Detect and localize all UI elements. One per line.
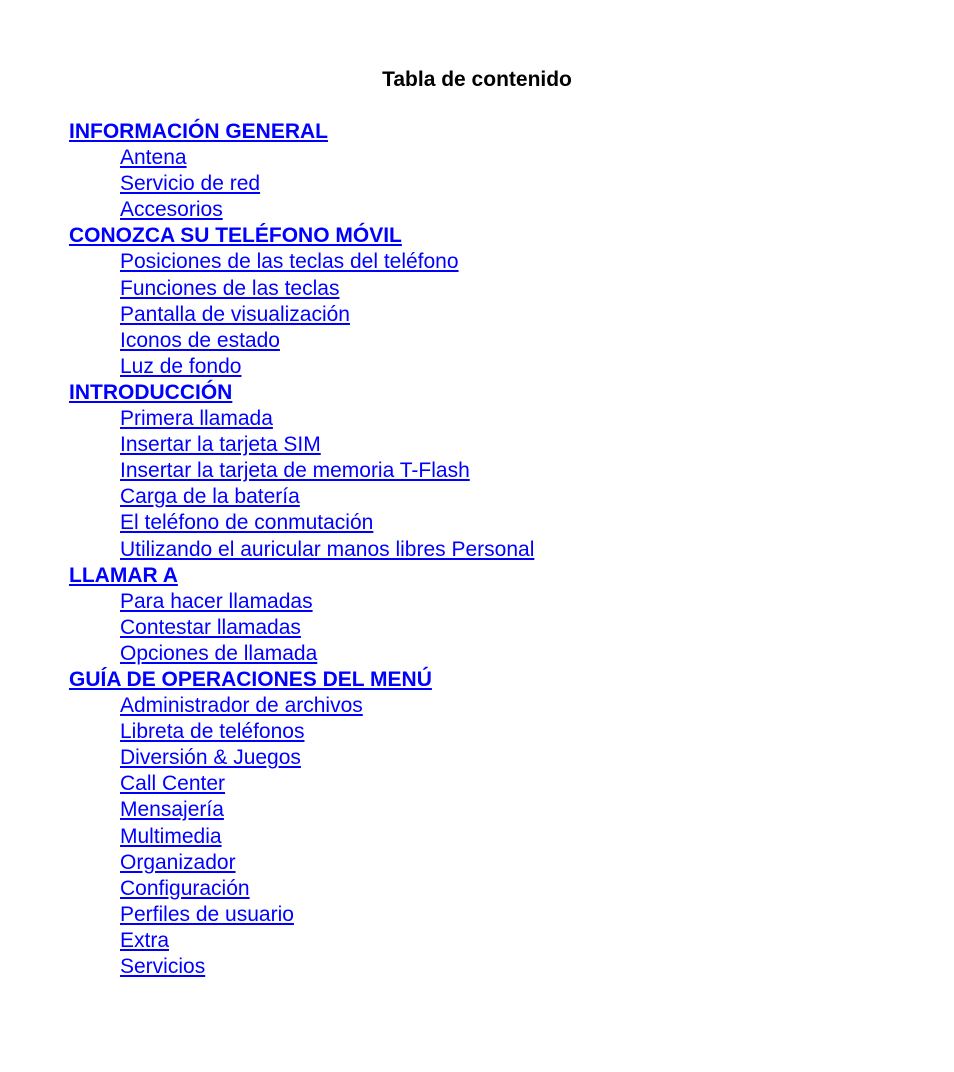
list-item	[120, 432, 929, 458]
toc-link-administrador-archivos[interactable]: Administrador de archivos	[120, 694, 363, 718]
list-item	[120, 354, 929, 380]
toc-sublist	[69, 693, 929, 980]
toc-link-accesorios[interactable]: Accesorios	[120, 198, 223, 222]
toc-section-informacion-general	[69, 119, 929, 223]
toc-link-antena[interactable]: Antena	[120, 146, 187, 170]
toc-title: Tabla de contenido	[382, 68, 572, 91]
list-item	[120, 719, 929, 745]
toc-link-servicios[interactable]: Servicios	[120, 955, 206, 978]
toc-section-conozca	[69, 223, 929, 380]
list-item	[120, 902, 929, 928]
list-item	[120, 249, 929, 275]
toc-section-guia-menu	[69, 667, 929, 980]
toc-link-multimedia[interactable]: Multimedia	[120, 824, 222, 848]
list-item	[120, 797, 929, 823]
toc-link-primera-llamada[interactable]: Primera llamada	[120, 407, 273, 431]
toc-link-diversion-juegos[interactable]: Diversión & Juegos	[120, 746, 301, 770]
toc-sublist	[69, 249, 929, 379]
toc-link-guia-operaciones[interactable]: GUÍA DE OPERACIONES DEL MENÚ	[69, 667, 432, 691]
list-item	[120, 484, 929, 510]
toc-link-informacion-general[interactable]: INFORMACIÓN GENERAL	[69, 120, 328, 143]
list-item	[120, 771, 929, 797]
toc-link-llamar-a[interactable]: LLAMAR A	[69, 563, 178, 587]
list-item	[120, 171, 929, 197]
toc-sublist	[69, 589, 929, 667]
toc-link-hacer-llamadas[interactable]: Para hacer llamadas	[120, 589, 313, 613]
list-item	[120, 641, 929, 667]
toc-link-servicio-de-red[interactable]: Servicio de red	[120, 172, 261, 196]
toc-link-carga-bateria[interactable]: Carga de la batería	[120, 485, 300, 509]
toc-sublist	[69, 406, 929, 563]
toc-link-conozca-su-telefono[interactable]: CONOZCA SU TELÉFONO MÓVIL	[69, 224, 402, 248]
list-item	[120, 954, 929, 980]
toc-link-configuracion[interactable]: Configuración	[120, 876, 250, 900]
list-item	[120, 276, 929, 302]
list-item	[120, 328, 929, 354]
toc-link-iconos-estado[interactable]: Iconos de estado	[120, 328, 280, 352]
list-item	[120, 510, 929, 536]
list-item	[120, 693, 929, 719]
toc-link-posiciones-teclas[interactable]: Posiciones de las teclas del teléfono	[120, 250, 459, 274]
toc-sublist	[69, 145, 929, 223]
toc-link-contestar-llamadas[interactable]: Contestar llamadas	[120, 615, 301, 639]
toc-link-auricular[interactable]: Utilizando el auricular manos libres Personal	[120, 537, 535, 561]
list-item	[120, 745, 929, 771]
table-of-contents	[69, 119, 929, 980]
list-item	[120, 824, 929, 850]
toc-link-extra[interactable]: Extra	[120, 928, 170, 952]
list-item	[120, 145, 929, 171]
toc-link-call-center[interactable]: Call Center	[120, 772, 226, 796]
toc-link-opciones-llamada[interactable]: Opciones de llamada	[120, 641, 318, 665]
toc-link-insertar-sim[interactable]: Insertar la tarjeta SIM	[120, 433, 321, 457]
list-item	[120, 876, 929, 902]
toc-link-pantalla[interactable]: Pantalla de visualización	[120, 302, 350, 326]
toc-link-organizador[interactable]: Organizador	[120, 850, 236, 874]
list-item	[120, 850, 929, 876]
list-item	[120, 458, 929, 484]
list-item	[120, 928, 929, 954]
toc-section-introduccion	[69, 380, 929, 563]
toc-link-introduccion[interactable]: INTRODUCCIÓN	[69, 380, 233, 404]
toc-section-llamar-a	[69, 563, 929, 667]
list-item	[120, 406, 929, 432]
toc-link-perfiles-usuario[interactable]: Perfiles de usuario	[120, 902, 294, 926]
toc-link-mensajeria[interactable]: Mensajería	[120, 798, 224, 822]
list-item	[120, 537, 929, 563]
toc-link-insertar-tflash[interactable]: Insertar la tarjeta de memoria T-Flash	[120, 459, 470, 483]
toc-link-funciones-teclas[interactable]: Funciones de las teclas	[120, 276, 340, 300]
list-item	[120, 197, 929, 223]
toc-link-luz-fondo[interactable]: Luz de fondo	[120, 354, 242, 378]
toc-link-libreta-telefonos[interactable]: Libreta de teléfonos	[120, 720, 305, 744]
list-item	[120, 615, 929, 641]
list-item	[120, 302, 929, 328]
list-item	[120, 589, 929, 615]
toc-link-telefono-conmutacion[interactable]: El teléfono de conmutación	[120, 511, 374, 535]
